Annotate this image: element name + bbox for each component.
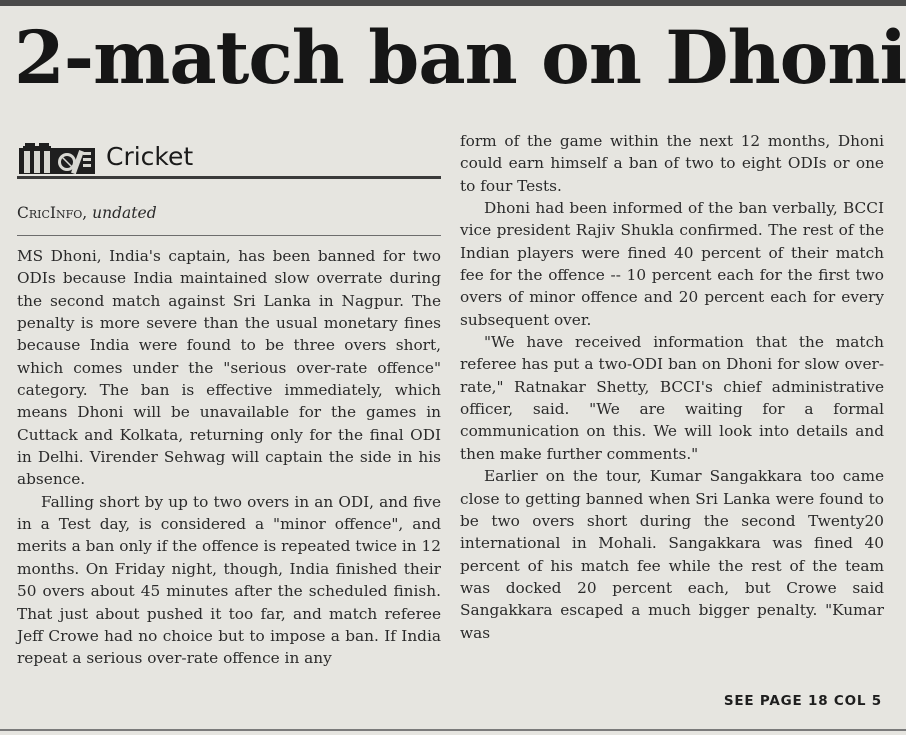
- continuation-jump: SEE PAGE 18 COL 5: [723, 693, 882, 709]
- paragraph: form of the game within the next 12 months, Dhoni could earn himself a ban of two to eight ODIs or one to four Tests.: [460, 132, 884, 195]
- byline-rule: [17, 235, 441, 236]
- paragraph: Falling short by up to two overs in an ODI, and five in a Test day, is considered a "minor offence", and merits a ban only if the offence is repeated twice in 12 months. On Friday night, though, India finished their 50 overs about 45 minutes after the scheduled finish. That just about pushed it too far, and match referee Jeff Crowe had no choice but to impose a ban. If India repeat a serious over-rate offence in any: [17, 492, 441, 668]
- paragraph: MS Dhoni, India's captain, has been banned for two ODIs because India maintained slow overrate during the second match against Sri Lanka in Nagpur. The penalty is more severe than the usual monetary fines because India were found to be three overs short, which comes under the "serious over-rate offence" category. The ban is effective immediately, which means Dhoni will be unavailable for the games in Cuttack and Kolkata, returning only for the final ODI in Delhi. Virender Sehwag will captain the side in his absence.: [17, 247, 441, 489]
- paragraph: Dhoni had been informed of the ban verbally, BCCI vice president Rajiv Shukla confirmed. The rest of the Indian players were fined 40 percent of their match fee for the offence -- 10 percent each for the first two overs of minor offence and 20 percent each for every subsequent over.: [460, 199, 884, 329]
- byline-source: CricInfo,: [17, 204, 88, 222]
- paragraph: Earlier on the tour, Kumar Sangakkara too came close to getting banned when Sri Lanka were found to be two overs short during the second Twenty20 international in Mohali. Sangakkara was fined 40 percent of his match fee while the rest of the team was docked 20 percent each, but Crowe said Sangakkara escaped a much bigger penalty. "Kumar was: [460, 467, 884, 642]
- cricket-stumps-icon: [17, 140, 97, 176]
- byline-date: undated: [92, 204, 157, 222]
- section-header: [17, 138, 441, 178]
- article-column-right: [460, 130, 884, 644]
- section-label: Cricket: [106, 142, 194, 171]
- bottom-rule: [0, 729, 906, 731]
- headline: 2-match ban on Dhoni: [14, 15, 906, 101]
- paragraph: "We have received information that the match referee has put a two-ODI ban on Dhoni for slow over-rate," Ratnakar Shetty, BCCI's chief administrative officer, said. "We are waiting for a formal communication on this. We will look into details and then make further comments.": [460, 333, 884, 463]
- byline: [17, 203, 441, 223]
- section-rule: [17, 176, 441, 179]
- top-rule: [0, 0, 906, 6]
- article-column-left: [17, 245, 441, 670]
